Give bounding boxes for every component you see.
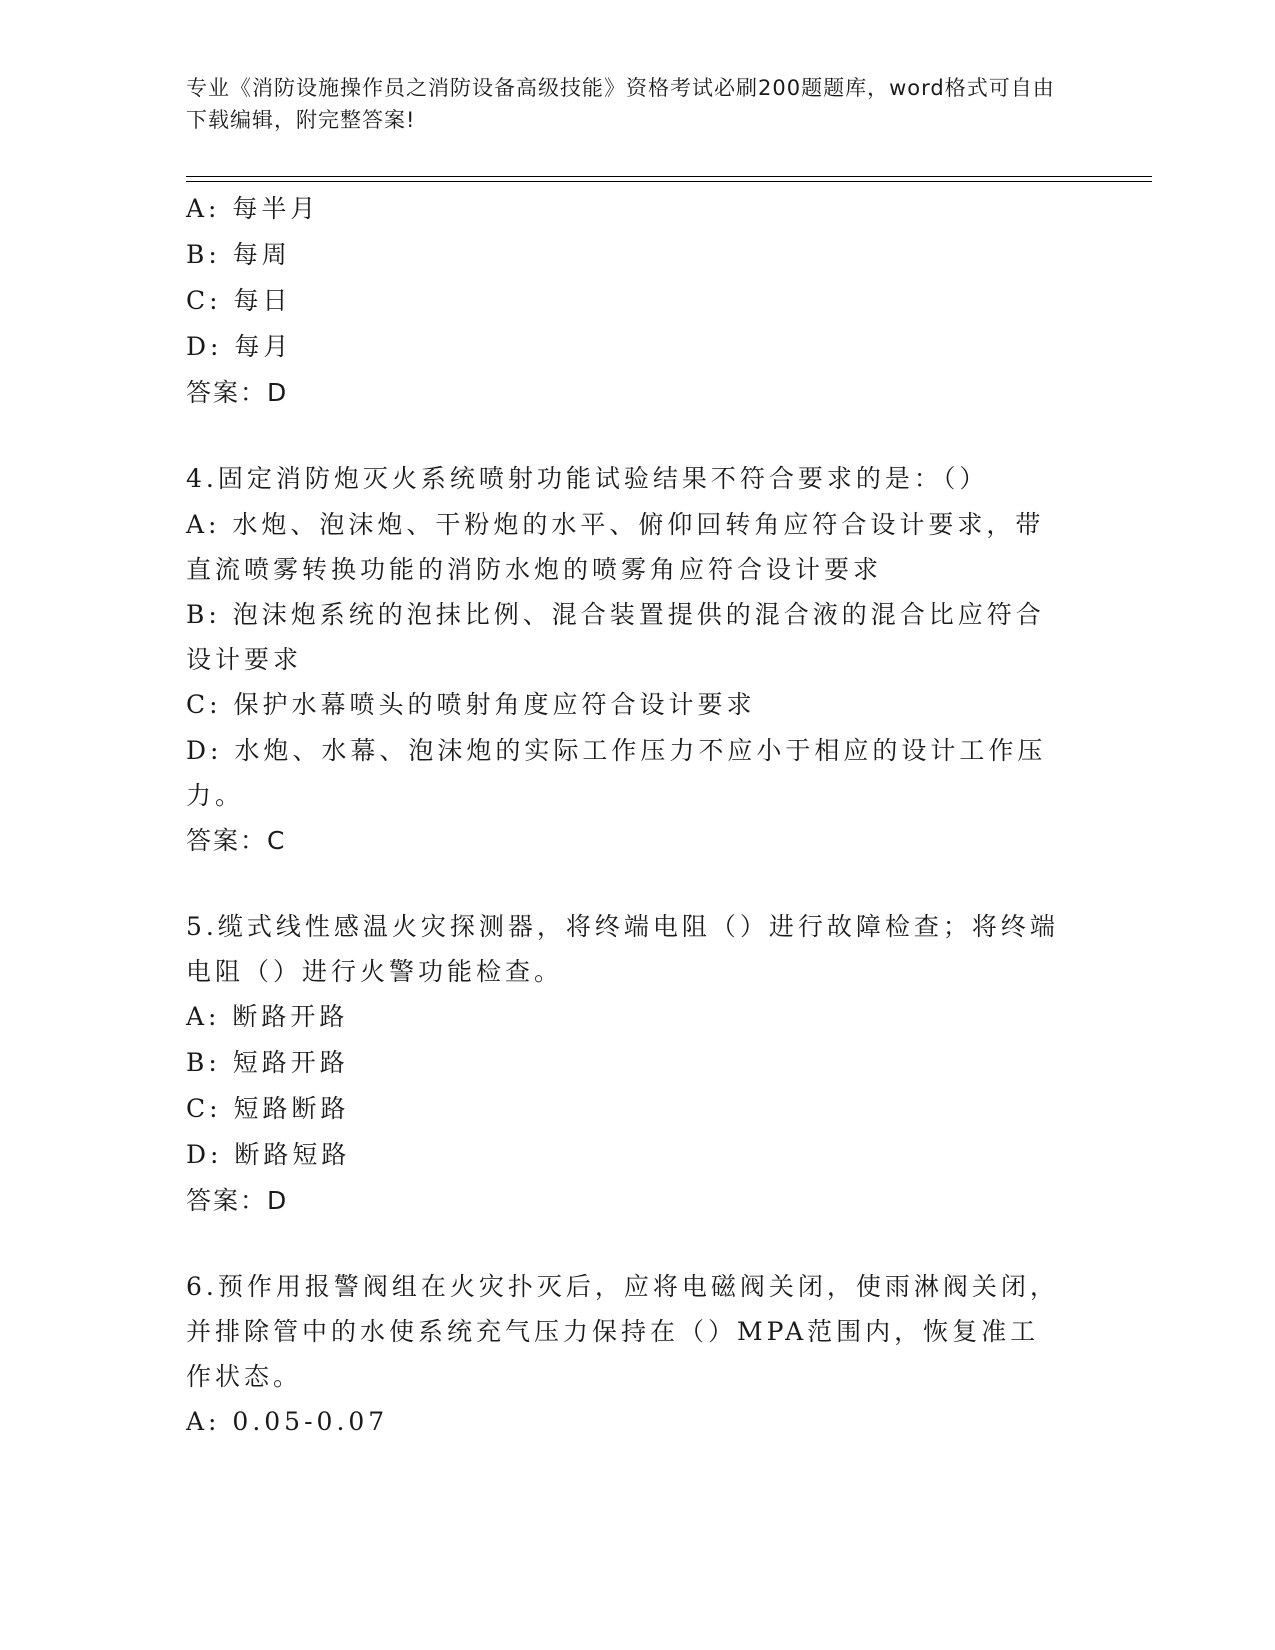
- option-d: D: 断路短路: [186, 1140, 351, 1169]
- option-c: C: 每日: [186, 286, 292, 315]
- option-b: B: 短路开路: [186, 1048, 349, 1077]
- option-a: A: 水炮、泡沫炮、干粉炮的水平、俯仰回转角应符合设计要求，带直流喷雾转换功能的消防水炮的喷雾角应符合设计要求: [186, 510, 1045, 584]
- option-a: A: 每半月: [186, 194, 320, 223]
- question-6: [186, 1264, 1086, 1445]
- answer: 答案：D: [186, 378, 289, 407]
- option-a: A: 断路开路: [186, 1002, 349, 1031]
- question-stem: 4.固定消防炮灭火系统喷射功能试验结果不符合要求的是：（）: [186, 464, 989, 493]
- option-d: D: 每月: [186, 332, 293, 361]
- question-5: [186, 904, 1086, 1224]
- option-b: B: 泡沫炮系统的泡抹比例、混合装置提供的混合液的混合比应符合设计要求: [186, 600, 1045, 674]
- question-4: [186, 456, 1086, 864]
- question-stem: 5.缆式线性感温火灾探测器，将终端电阻（）进行故障检查；将终端电阻（）进行火警功能检查。: [186, 912, 1059, 986]
- option-c: C: 短路断路: [186, 1094, 350, 1123]
- option-d: D: 水炮、水幕、泡沫炮的实际工作压力不应小于相应的设计工作压力。: [186, 736, 1047, 810]
- question-stem: 6.预作用报警阀组在火灾扑灭后，应将电磁阀关闭，使雨淋阀关闭，并排除管中的水使系统充气压力保持在（）MPA范围内，恢复准工作状态。: [186, 1272, 1059, 1391]
- header-divider-top: [186, 176, 1152, 177]
- option-b: B: 每周: [186, 240, 291, 269]
- answer: 答案：C: [186, 826, 287, 855]
- question-content: [186, 186, 1086, 1445]
- option-c: C: 保护水幕喷头的喷射角度应符合设计要求: [186, 690, 756, 719]
- option-a: A: 0.05-0.07: [186, 1407, 389, 1436]
- header-divider-bottom: [186, 181, 1152, 182]
- document-header: 专业《消防设施操作员之消防设备高级技能》资格考试必刷200题题库，word格式可自由下载编辑，附完整答案!: [186, 76, 1055, 132]
- answer: 答案：D: [186, 1186, 289, 1215]
- question-3: [186, 186, 1086, 416]
